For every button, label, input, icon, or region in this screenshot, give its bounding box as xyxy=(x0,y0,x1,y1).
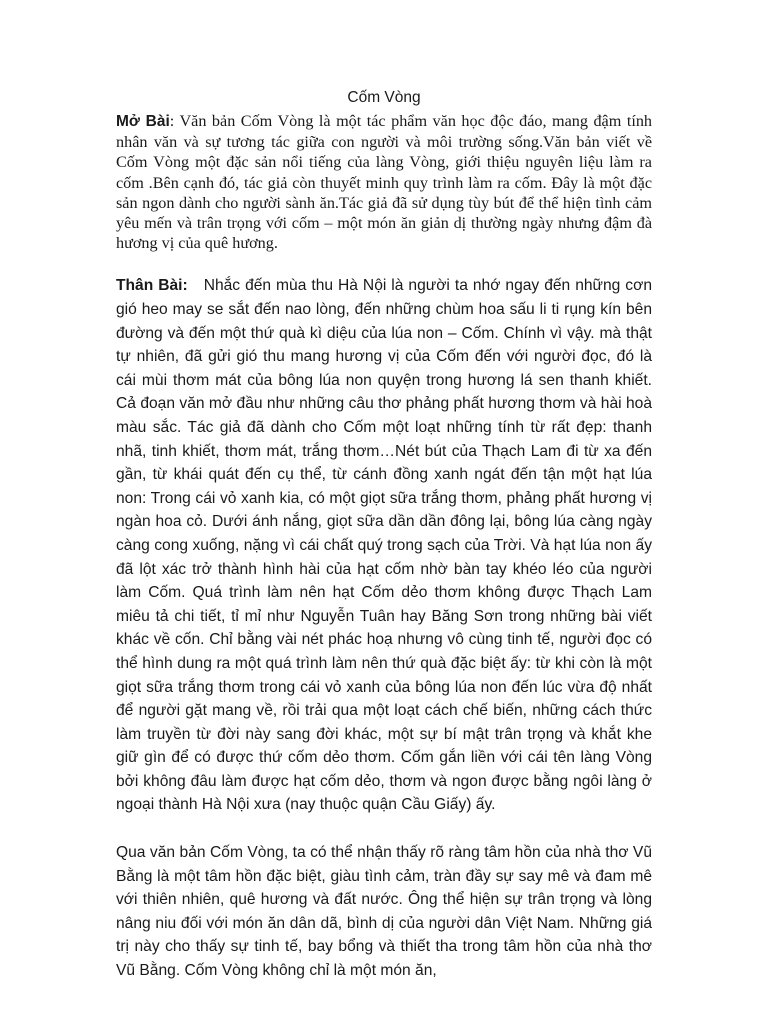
closing-text: Qua văn bản Cốm Vòng, ta có thể nhận thấy rõ ràng tâm hồn của nhà thơ Vũ Bằng là một tâm hồn đặc biệt, giàu tình cảm, tràn đầy sự say mê và đam mê với thiên nhiên, quê hương và đất nước. Ông thể hiện sự trân trọng và lòng nâng niu đối với món ăn dân dã, bình dị của người dân Việt Nam. Những giá trị này cho thấy sự tinh tế, bay bổng và thiết tha trong tâm hồn của nhà thơ Vũ Bằng. Cốm Vòng không chỉ là một món ăn, xyxy=(116,844,652,980)
intro-label: Mở Bài xyxy=(116,113,170,130)
closing-paragraph xyxy=(116,841,652,983)
intro-paragraph xyxy=(116,111,652,253)
document-title: Cốm Vòng xyxy=(347,89,421,106)
body-paragraph xyxy=(116,274,652,817)
body-text: Nhắc đến mùa thu Hà Nội là người ta nhớ ngay đến những cơn gió heo may se sắt đến nao lòng, đến những chùm hoa sấu li ti rụng kín bên đường và đến một thứ quà kì diệu của lúa non – Cốm. Chính vì vậy. mà thật tự nhiên, đã gửi gió thu mang hương vị của Cốm đến với người đọc, đó là cái mùi thơm mát của bông lúa non quyện trong hương lá sen thanh khiết. Cả đoạn văn mở đầu như những câu thơ phảng phất hương thơm và hài hoà màu sắc. Tác giả đã dành cho Cốm một loạt những tính từ rất đẹp: thanh nhã, tinh khiết, thơm mát, trắng thơm…Nét bút của Thạch Lam đi từ xa đến gần, từ khái quát đến cụ thể, từ cánh đồng xanh ngát đến tận một hạt lúa non: Trong cái vỏ xanh kia, có một giọt sữa trắng thơm, phảng phất hương vị ngàn hoa cỏ. Dưới ánh nắng, giọt sữa dần dần đông lại, bông lúa càng ngày càng cong xuống, nặng vì cái chất quý trong sạch của Trời. Và hạt lúa non ấy đã lột xác trở thành hình hài của hạt cốm nhờ bàn tay khéo léo của người làm Cốm. Quá trình làm nên hạt Cốm dẻo thơm không được Thạch Lam miêu tả chi tiết, tỉ mỉ như Nguyễn Tuân hay Băng Sơn trong những bài viết khác về cốn. Chỉ bằng vài nét phác hoạ nhưng vô cùng tinh tế, người đọc có thể hình dung ra một quá trình làm nên thứ quà đặc biệt ấy: từ khi còn là một giọt sữa trắng thơm trong cái vỏ xanh của bông lúa non đến lúc vừa độ nhất để người gặt mang về, rồi trải qua một loạt cách chế biến, những cách thức làm truyền từ đời này sang đời khác, một sự bí mật trân trọng và khắt khe giữ gìn để có được thứ cốm dẻo thơm. Cốm gắn liền với cái tên làng Vòng bởi không đâu làm được hạt cốm dẻo, thơm và ngon được bằng ngôi làng ở ngoại thành Hà Nội xưa (nay thuộc quận Cầu Giấy) ấy. xyxy=(116,277,652,814)
intro-text: : Văn bản Cốm Vòng là một tác phẩm văn học độc đáo, mang đậm tính nhân văn và sự tương tác giữa con người và môi trường sống.Văn bản viết về Cốm Vòng một đặc sản nổi tiếng của làng Vòng, giới thiệu nguyên liệu làm ra cốm .Bên cạnh đó, tác giả còn thuyết minh quy trình làm ra cốm. Đây là một đặc sản ngon dành cho người sành ăn.Tác giả đã sử dụng tùy bút để thể hiện tình cảm yêu mến và trân trọng với cốm – một món ăn giản dị thường ngày nhưng đậm đà hương vị của quê hương. xyxy=(116,112,653,253)
body-label: Thân Bài: xyxy=(116,277,188,295)
